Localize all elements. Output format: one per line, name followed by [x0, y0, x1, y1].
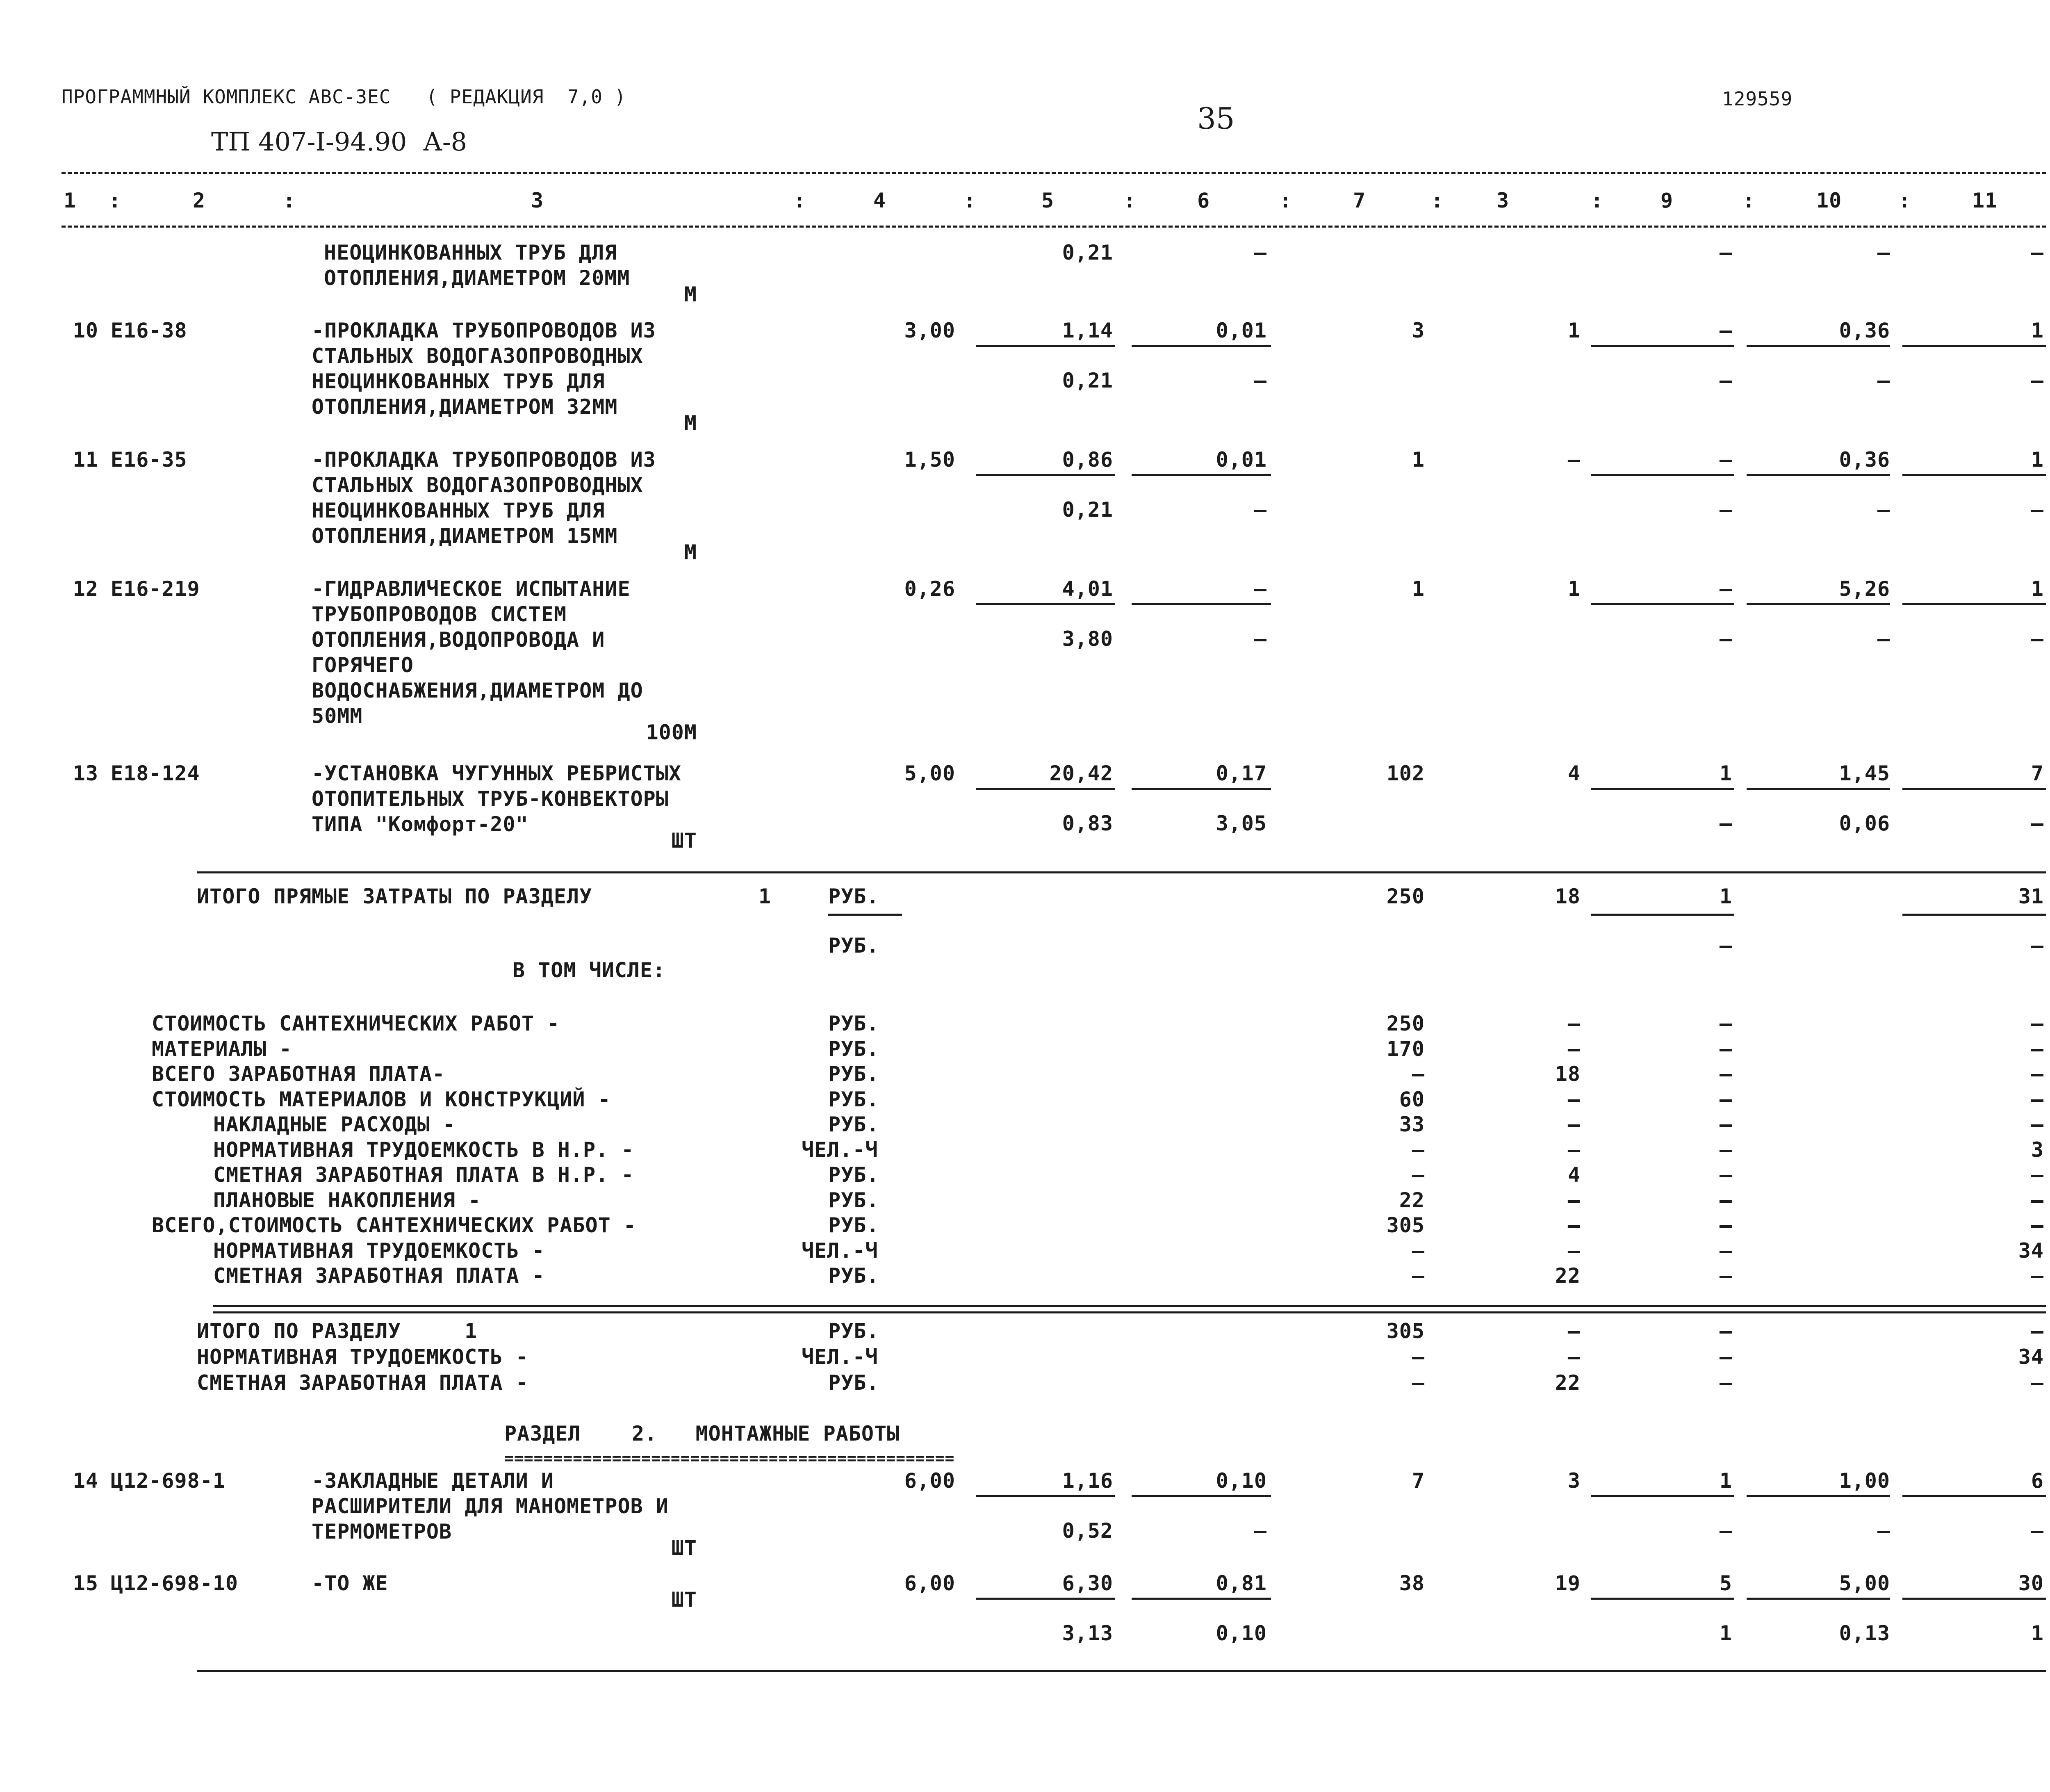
summary-c11: — [2031, 1264, 2044, 1288]
row-12-labor-total-2: — [2031, 627, 2044, 651]
summary-total: — [1412, 1138, 1425, 1162]
summary-unit: РУБ. [828, 1037, 879, 1061]
row-13-machine-cost: 0,17 [1216, 761, 1267, 785]
row-13-code: Е18-124 [111, 761, 200, 785]
row-13-total-cost: 102 [1386, 761, 1425, 785]
row-11-wages: — [1567, 448, 1581, 472]
row-13-unit-cost: 20,42 [1049, 761, 1113, 785]
row-10-description: НЕОЦИНКОВАННЫХ ТРУБ ДЛЯ [312, 369, 605, 393]
row-11-labor-total-2: — [2031, 498, 2044, 522]
summary-label: СМЕТНАЯ ЗАРАБОТНАЯ ПЛАТА - [213, 1264, 545, 1288]
summary-label: СТОИМОСТЬ САНТЕХНИЧЕСКИХ РАБОТ - [152, 1012, 560, 1035]
column-header-9: 9 [1660, 189, 1674, 212]
row-14-machine-cost: 0,10 [1216, 1469, 1267, 1493]
column-separator: : [1898, 189, 1911, 212]
row-11-fraction-line [976, 474, 1115, 476]
row-11-number: 11 [73, 448, 98, 472]
row-13-unit: ШТ [671, 829, 697, 853]
row-10-code: Е16-38 [111, 319, 187, 342]
summary-wages: 4 [1567, 1163, 1581, 1187]
section-total-label: ИТОГО ПРЯМЫЕ ЗАТРАТЫ ПО РАЗДЕЛУ [197, 885, 592, 908]
document-code: 129559 [1722, 88, 1793, 110]
row-13-unit-wages: 0,83 [1062, 812, 1113, 835]
summary-c9: — [1719, 1264, 1732, 1288]
row-continuation-description: НЕОЦИНКОВАННЫХ ТРУБ ДЛЯ [324, 241, 617, 264]
row-14-fraction-line [1747, 1495, 1890, 1497]
summary-wages: 18 [1555, 1062, 1581, 1086]
row-15-description: -ТО ЖЕ [312, 1571, 388, 1595]
column-header-3: 3 [531, 189, 544, 212]
summary-wages: — [1567, 1213, 1581, 1237]
row-12-fraction-line [1591, 603, 1734, 605]
section-total-unit: РУБ. [828, 885, 879, 908]
row-continuation-c10: — [1877, 241, 1890, 264]
row-10-description: -ПРОКЛАДКА ТРУБОПРОВОДОВ ИЗ [312, 319, 656, 342]
summary-wages: — [1567, 1188, 1581, 1212]
row-14-fraction-line [1591, 1495, 1734, 1497]
row-10-unit-cost: 1,14 [1062, 319, 1113, 342]
page-bottom-rule [197, 1670, 2046, 1672]
section-total-c9: 1 [1719, 885, 1732, 908]
summary-total: — [1412, 1264, 1425, 1288]
section-1-total-c11: — [2031, 1371, 2044, 1395]
row-10-total-cost: 3 [1412, 319, 1425, 342]
column-separator: : [793, 189, 806, 212]
summary-total: 305 [1386, 1213, 1425, 1237]
row-15-labor-total: 30 [2018, 1571, 2044, 1595]
row-14-fraction-line [1132, 1495, 1271, 1497]
section-1-total-cost: 305 [1386, 1319, 1425, 1343]
summary-c11: — [2031, 1037, 2044, 1061]
row-15-labor-unit-2: 0,13 [1839, 1621, 1890, 1645]
summary-unit: РУБ. [828, 1163, 879, 1187]
header-bottom-rule [61, 226, 2046, 228]
summary-unit: РУБ. [828, 1062, 879, 1086]
column-header-2: 2 [193, 189, 206, 212]
row-13-description: ТИПА "Комфорт-20" [312, 812, 528, 836]
section-total-wages: 18 [1555, 885, 1581, 908]
row-10-fraction-line [1591, 345, 1734, 347]
row-12-fraction-line [1132, 603, 1271, 605]
column-separator: : [1591, 189, 1604, 212]
row-12-quantity: 0,26 [904, 577, 955, 601]
row-15-wages: 19 [1555, 1571, 1581, 1595]
column-separator: : [963, 189, 977, 212]
summary-total: 33 [1399, 1113, 1425, 1136]
row-15-fraction-line [1591, 1598, 1734, 1600]
row-12-unit: 100М [646, 720, 697, 744]
row-14-unit-cost: 1,16 [1062, 1469, 1113, 1493]
column-separator: : [109, 189, 122, 212]
row-11-fraction-line [1591, 474, 1734, 476]
row-10-wages: 1 [1567, 319, 1581, 342]
row-15-code: Ц12-698-10 [111, 1571, 239, 1595]
row-13-fraction-line [976, 788, 1115, 790]
row-15-machine-cost: 0,81 [1216, 1571, 1267, 1595]
column-header-6: 6 [1197, 189, 1210, 212]
section-1-total-label: ИТОГО ПО РАЗДЕЛУ 1 [197, 1319, 478, 1343]
row-15-labor-total-2: 1 [2031, 1621, 2044, 1645]
row-15-unit: ШТ [671, 1588, 697, 1612]
summary-c9: — [1719, 1138, 1732, 1162]
row-13-number: 13 [73, 761, 98, 785]
row-13-description: -УСТАНОВКА ЧУГУННЫХ РЕБРИСТЫХ [312, 761, 681, 785]
row-continuation-description: ОТОПЛЕНИЯ,ДИАМЕТРОМ 20ММ [324, 266, 630, 290]
program-name: ПРОГРАММНЫЙ КОМПЛЕКС АВС-3ЕС ( РЕДАКЦИЯ 7,0 ) [61, 86, 626, 108]
row-11-quantity: 1,50 [904, 448, 955, 472]
row-12-description: 50ММ [312, 704, 363, 728]
summary-unit: РУБ. [828, 1012, 879, 1035]
row-10-unit: М [684, 411, 697, 435]
summary-unit: РУБ. [828, 1113, 879, 1136]
row-15-fraction-line [1902, 1598, 2046, 1600]
summary-unit: РУБ. [828, 1087, 879, 1111]
row-11-unit: М [684, 540, 697, 564]
column-separator: : [1279, 189, 1292, 212]
row-10-fraction-line [1747, 345, 1890, 347]
section-end-rule [213, 1305, 2046, 1307]
summary-c9: — [1719, 1113, 1732, 1136]
summary-label: ВСЕГО ЗАРАБОТНАЯ ПЛАТА- [152, 1062, 445, 1086]
row-14-labor-total-2: — [2031, 1519, 2044, 1543]
row-14-labor-total: 6 [2031, 1469, 2044, 1493]
section-total-unit-2: РУБ. [828, 934, 879, 958]
row-10-machine-total: — [1719, 319, 1732, 342]
row-14-description: ТЕРМОМЕТРОВ [312, 1520, 452, 1543]
row-13-machine-total: 1 [1719, 761, 1732, 785]
summary-c11: 34 [2018, 1238, 2044, 1263]
summary-c9: — [1719, 1213, 1732, 1237]
section-1-total-c11: — [2031, 1319, 2044, 1343]
row-11-fraction-line [1747, 474, 1890, 476]
row-14-description: -ЗАКЛАДНЫЕ ДЕТАЛИ И [312, 1469, 554, 1493]
row-12-number: 12 [73, 577, 98, 601]
section-2-underline: ============================================== [504, 1449, 955, 1467]
summary-total: 60 [1399, 1087, 1425, 1111]
row-14-fraction-line [976, 1495, 1115, 1497]
summary-c11: 3 [2031, 1138, 2044, 1162]
summary-wages: — [1567, 1238, 1581, 1263]
row-11-labor-unit-2: — [1877, 498, 1890, 522]
summary-unit: ЧЕЛ.-Ч [802, 1138, 878, 1162]
row-14-quantity: 6,00 [904, 1469, 955, 1493]
row-14-labor-unit-2: — [1877, 1519, 1890, 1543]
section-1-total-c11: 34 [2018, 1345, 2044, 1369]
row-14-number: 14 [73, 1469, 98, 1493]
summary-total: — [1412, 1238, 1425, 1263]
row-10-description: СТАЛЬНЫХ ВОДОГАЗОПРОВОДНЫХ [312, 344, 643, 368]
summary-total: — [1412, 1062, 1425, 1086]
row-10-machine-cost: 0,01 [1216, 319, 1267, 342]
section-total-number: 1 [758, 885, 772, 908]
row-14-code: Ц12-698-1 [111, 1469, 226, 1493]
row-10-number: 10 [73, 319, 98, 342]
summary-c11: — [2031, 1163, 2044, 1187]
section-total-c9-line [1591, 914, 1734, 916]
row-14-fraction-line [1902, 1495, 2046, 1497]
section-1-total-unit: РУБ. [828, 1371, 879, 1395]
row-12-machine-wages-total: — [1719, 627, 1732, 651]
summary-c9: — [1719, 1012, 1732, 1035]
summary-label: МАТЕРИАЛЫ - [152, 1037, 292, 1061]
row-13-quantity: 5,00 [904, 761, 955, 785]
row-15-labor-unit: 5,00 [1839, 1571, 1890, 1595]
column-separator: : [1123, 189, 1137, 212]
row-14-machine-total: 1 [1719, 1469, 1732, 1493]
summary-label: НАКЛАДНЫЕ РАСХОДЫ - [213, 1113, 456, 1136]
row-14-unit-wages: 0,52 [1062, 1519, 1113, 1543]
row-10-labor-total-2: — [2031, 369, 2044, 392]
row-13-machine-wages-total: — [1719, 812, 1732, 835]
row-12-labor-unit-2: — [1877, 627, 1890, 651]
row-12-fraction-line [976, 603, 1115, 605]
row-13-wages: 4 [1567, 761, 1581, 785]
row-11-description: ОТОПЛЕНИЯ,ДИАМЕТРОМ 15ММ [312, 524, 618, 548]
row-12-machine-wages: — [1254, 627, 1267, 651]
summary-c9: — [1719, 1062, 1732, 1086]
row-12-description: ТРУБОПРОВОДОВ СИСТЕМ [312, 602, 567, 626]
column-separator: : [1431, 189, 1444, 212]
row-12-description: ГОРЯЧЕГО [312, 653, 414, 677]
section-total-c11: 31 [2018, 885, 2044, 908]
column-separator: : [283, 189, 296, 212]
row-continuation-unit-wages: 0,21 [1062, 241, 1113, 264]
row-11-total-cost: 1 [1412, 448, 1425, 472]
row-11-machine-wages-total: — [1719, 498, 1732, 522]
summary-label: СМЕТНАЯ ЗАРАБОТНАЯ ПЛАТА В Н.Р. - [213, 1163, 634, 1187]
row-11-description: СТАЛЬНЫХ ВОДОГАЗОПРОВОДНЫХ [312, 473, 643, 497]
row-15-machine-total: 5 [1719, 1571, 1732, 1595]
row-14-machine-wages-total: — [1719, 1519, 1732, 1543]
row-10-labor-total: 1 [2031, 319, 2044, 342]
summary-c11: — [2031, 1087, 2044, 1111]
summary-c11: — [2031, 1062, 2044, 1086]
row-12-wages: 1 [1567, 577, 1581, 601]
row-11-labor-total: 1 [2031, 448, 2044, 472]
section-total-unit-line [828, 914, 902, 916]
row-10-machine-wages: — [1254, 369, 1267, 392]
column-header-7: 7 [1353, 189, 1366, 212]
summary-c9: — [1719, 1087, 1732, 1111]
summary-unit: ЧЕЛ.-Ч [802, 1238, 878, 1263]
section-1-total-c9: — [1719, 1319, 1732, 1343]
section-1-total-wages: — [1567, 1345, 1581, 1369]
row-12-labor-total: 1 [2031, 577, 2044, 601]
summary-label: ВСЕГО,СТОИМОСТЬ САНТЕХНИЧЕСКИХ РАБОТ - [152, 1213, 636, 1237]
row-10-labor-unit-2: — [1877, 369, 1890, 392]
column-header-10: 10 [1816, 189, 1842, 212]
row-continuation-unit: М [684, 283, 697, 306]
section-2-title: РАЗДЕЛ 2. МОНТАЖНЫЕ РАБОТЫ [504, 1422, 900, 1445]
row-15-fraction-line [1747, 1598, 1890, 1600]
section-1-total-wages: — [1567, 1319, 1581, 1343]
row-11-labor-unit: 0,36 [1839, 448, 1890, 472]
summary-total: 250 [1386, 1012, 1425, 1035]
row-10-quantity: 3,00 [904, 319, 955, 342]
including-label: В ТОМ ЧИСЛЕ: [512, 958, 666, 982]
summary-wages: — [1567, 1113, 1581, 1136]
row-13-fraction-line [1747, 788, 1890, 790]
section-1-total-unit: РУБ. [828, 1319, 879, 1343]
row-13-labor-total: 7 [2031, 761, 2044, 785]
row-12-machine-total: — [1719, 577, 1732, 601]
row-10-fraction-line [1902, 345, 2046, 347]
section-total-c11-2: — [2031, 934, 2044, 958]
row-13-fraction-line [1902, 788, 2046, 790]
column-header-4: 4 [873, 189, 886, 212]
row-13-fraction-line [1132, 788, 1271, 790]
row-11-unit-cost: 0,86 [1062, 448, 1113, 472]
row-12-description: ОТОПЛЕНИЯ,ВОДОПРОВОДА И [312, 628, 605, 652]
row-continuation-machine-wages: — [1254, 241, 1267, 264]
summary-label: ПЛАНОВЫЕ НАКОПЛЕНИЯ - [213, 1188, 481, 1212]
summary-wages: — [1567, 1138, 1581, 1162]
summary-c9: — [1719, 1188, 1732, 1212]
section-total-c11-line [1902, 914, 2046, 916]
row-15-fraction-line [976, 1598, 1115, 1600]
section-1-total-cost: — [1412, 1371, 1425, 1395]
summary-c9: — [1719, 1037, 1732, 1061]
summary-wages: — [1567, 1037, 1581, 1061]
row-11-machine-wages: — [1254, 498, 1267, 522]
summary-unit: РУБ. [828, 1188, 879, 1212]
row-15-fraction-line [1132, 1598, 1271, 1600]
row-14-total-cost: 7 [1412, 1469, 1425, 1493]
row-13-labor-unit-2: 0,06 [1839, 812, 1890, 835]
row-10-labor-unit: 0,36 [1839, 319, 1890, 342]
summary-c9: — [1719, 1163, 1732, 1187]
row-15-quantity: 6,00 [904, 1571, 955, 1595]
summary-wages: 22 [1555, 1264, 1581, 1288]
section-1-total-label: НОРМАТИВНАЯ ТРУДОЕМКОСТЬ - [197, 1345, 528, 1369]
summary-total: 170 [1386, 1037, 1425, 1061]
section-end-rule [213, 1311, 2046, 1313]
row-12-code: Е16-219 [111, 577, 200, 601]
header-top-rule [61, 172, 2046, 174]
summary-total: 22 [1399, 1188, 1425, 1212]
row-12-total-cost: 1 [1412, 577, 1425, 601]
column-header-1: 1 [64, 189, 77, 212]
row-11-description: НЕОЦИНКОВАННЫХ ТРУБ ДЛЯ [312, 499, 605, 522]
row-11-fraction-line [1132, 474, 1271, 476]
section-1-total-unit: ЧЕЛ.-Ч [802, 1345, 878, 1369]
row-15-unit-cost: 6,30 [1062, 1571, 1113, 1595]
row-15-number: 15 [73, 1571, 98, 1595]
summary-unit: РУБ. [828, 1264, 879, 1288]
row-12-fraction-line [1902, 603, 2046, 605]
row-13-labor-unit: 1,45 [1839, 761, 1890, 785]
column-header-8: 3 [1496, 189, 1510, 212]
row-15-machine-wages: 0,10 [1216, 1621, 1267, 1645]
summary-c11: — [2031, 1012, 2044, 1035]
row-continuation-c9: — [1719, 241, 1732, 264]
row-13-fraction-line [1591, 788, 1734, 790]
row-11-machine-cost: 0,01 [1216, 448, 1267, 472]
section-1-total-c9: — [1719, 1371, 1732, 1395]
row-13-labor-total-2: — [2031, 812, 2044, 835]
row-11-description: -ПРОКЛАДКА ТРУБОПРОВОДОВ ИЗ [312, 448, 656, 472]
summary-wages: — [1567, 1087, 1581, 1111]
row-12-fraction-line [1747, 603, 1890, 605]
summary-c9: — [1719, 1238, 1732, 1263]
row-12-machine-cost: — [1254, 577, 1267, 601]
summary-label: СТОИМОСТЬ МАТЕРИАЛОВ И КОНСТРУКЦИЙ - [152, 1087, 611, 1111]
row-14-machine-wages: — [1254, 1519, 1267, 1543]
row-15-total-cost: 38 [1399, 1571, 1425, 1595]
row-12-labor-unit: 5,26 [1839, 577, 1890, 601]
summary-c11: — [2031, 1188, 2044, 1212]
section-1-total-c9: — [1719, 1345, 1732, 1369]
row-13-machine-wages: 3,05 [1216, 812, 1267, 835]
row-10-unit-wages: 0,21 [1062, 369, 1113, 392]
summary-label: НОРМАТИВНАЯ ТРУДОЕМКОСТЬ В Н.Р. - [213, 1138, 634, 1162]
row-15-machine-wages-total: 1 [1719, 1621, 1732, 1645]
row-14-description: РАСШИРИТЕЛИ ДЛЯ МАНОМЕТРОВ И [312, 1494, 669, 1518]
summary-wages: — [1567, 1012, 1581, 1035]
summary-c11: — [2031, 1213, 2044, 1237]
column-header-11: 11 [1972, 189, 1998, 212]
section-1-total-wages: 22 [1555, 1371, 1581, 1395]
row-10-fraction-line [1132, 345, 1271, 347]
row-10-fraction-line [976, 345, 1115, 347]
row-15-unit-wages: 3,13 [1062, 1621, 1113, 1645]
section-1-total-cost: — [1412, 1345, 1425, 1369]
project-code: ТП 407-I-94.90 А-8 [211, 127, 467, 157]
row-11-machine-total: — [1719, 448, 1732, 472]
column-separator: : [1742, 189, 1756, 212]
row-11-code: Е16-35 [111, 448, 187, 472]
summary-unit: РУБ. [828, 1213, 879, 1237]
summary-label: НОРМАТИВНАЯ ТРУДОЕМКОСТЬ - [213, 1238, 545, 1263]
row-12-unit-cost: 4,01 [1062, 577, 1113, 601]
row-13-description: ОТОПИТЕЛЬНЫХ ТРУБ-КОНВЕКТОРЫ [312, 787, 669, 811]
row-14-unit: ШТ [671, 1536, 697, 1560]
summary-c11: — [2031, 1113, 2044, 1136]
row-10-machine-wages-total: — [1719, 369, 1732, 392]
section-1-total-label: СМЕТНАЯ ЗАРАБОТНАЯ ПЛАТА - [197, 1371, 528, 1395]
section-total-c9-2: — [1719, 934, 1732, 958]
page-number: 35 [1197, 101, 1235, 136]
row-12-unit-wages: 3,80 [1062, 627, 1113, 651]
row-10-description: ОТОПЛЕНИЯ,ДИАМЕТРОМ 32ММ [312, 395, 618, 419]
row-12-description: -ГИДРАВЛИЧЕСКОЕ ИСПЫТАНИЕ [312, 577, 631, 601]
column-header-5: 5 [1041, 189, 1055, 212]
section-total-rule [197, 871, 2046, 873]
row-continuation-c11: — [2031, 241, 2044, 264]
row-14-wages: 3 [1567, 1469, 1581, 1493]
row-11-unit-wages: 0,21 [1062, 498, 1113, 522]
row-11-fraction-line [1902, 474, 2046, 476]
section-total-cost: 250 [1386, 885, 1425, 908]
row-12-description: ВОДОСНАБЖЕНИЯ,ДИАМЕТРОМ ДО [312, 679, 643, 702]
row-14-labor-unit: 1,00 [1839, 1469, 1890, 1493]
summary-total: — [1412, 1163, 1425, 1187]
